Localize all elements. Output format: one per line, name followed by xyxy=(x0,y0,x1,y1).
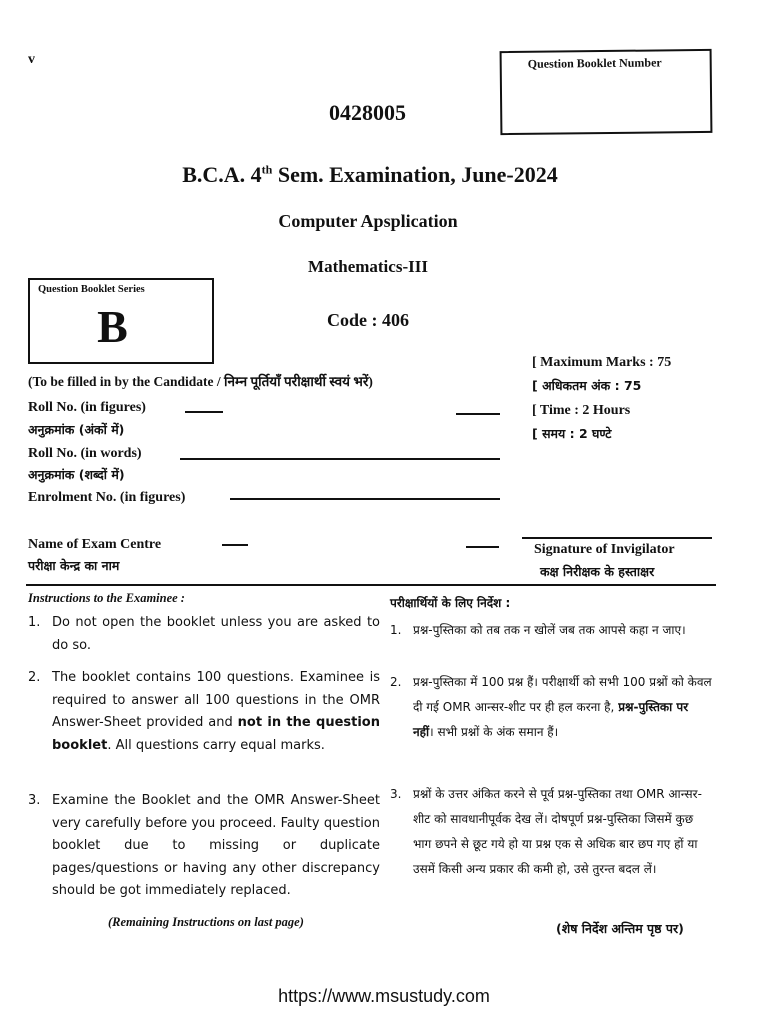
instruction-hi-text-part: । सभी प्रश्नों के अंक समान हैं। xyxy=(429,725,559,739)
instruction-en-text-part: The booklet contains 100 questions. Examinee is required to answer all 100 questions in the OMR Answer-Sheet provided and xyxy=(52,670,380,730)
remaining-instructions-hi: (शेष निर्देश अन्तिम पृष्ठ पर) xyxy=(556,921,684,936)
course-name: Computer Apsplication xyxy=(278,211,458,231)
exam-title-suffix: Sem. Examination, June-2024 xyxy=(272,162,558,187)
time-hi: [ समय : 2 घण्टे xyxy=(532,426,612,441)
subject-name: Mathematics-III xyxy=(308,257,428,276)
exam-title xyxy=(0,162,740,188)
question-booklet-number-label: Question Booklet Number xyxy=(527,55,662,71)
exam-centre-line-1 xyxy=(222,544,248,546)
roll-words-line xyxy=(180,458,500,460)
instructions-en-heading: Instructions to the Examinee : xyxy=(28,591,185,605)
max-marks-hi: [ अधिकतम अंक : 75 xyxy=(532,378,642,393)
question-booklet-series-box xyxy=(28,278,214,364)
question-booklet-series-label: Question Booklet Series xyxy=(38,284,145,295)
remaining-instructions-en: (Remaining Instructions on last page) xyxy=(108,915,304,929)
instruction-hi-text xyxy=(413,670,713,745)
booklet-code: 0428005 xyxy=(329,100,406,125)
enrolment-label-en: Enrolment No. (in figures) xyxy=(28,490,186,505)
invigilator-label-hi: कक्ष निरीक्षक के हस्ताक्षर xyxy=(540,564,655,579)
instruction-en-number: 1. xyxy=(28,615,41,630)
paper-code: Code : 406 xyxy=(327,310,409,330)
roll-figures-label-hi: अनुक्रमांक (अंकों में) xyxy=(28,422,125,437)
enrolment-line xyxy=(230,498,500,500)
instruction-en-text: Do not open the booklet unless you are asked to do so. xyxy=(52,615,380,653)
instruction-en-text xyxy=(52,667,380,757)
instruction-hi-number: 3. xyxy=(390,787,402,801)
instruction-en-text-bold: not in the question booklet xyxy=(52,715,380,753)
exam-centre-line-2 xyxy=(466,546,499,548)
time-en: [ Time : 2 Hours xyxy=(532,403,631,418)
fill-note: (To be filled in by the Candidate / निम्न पूर्तियाँ परीक्षार्थी स्वयं भरें) xyxy=(28,374,373,389)
instruction-hi-text-bold: प्रश्न-पुस्तिका पर नहीं xyxy=(413,700,689,739)
instruction-hi-text-part: प्रश्न-पुस्तिका में 100 प्रश्न हैं। परीक्षार्थी को सभी 100 प्रश्नों को केवल दी गई OMR आन्सर-शीट पर ही हल करना है, xyxy=(413,675,712,714)
exam-centre-label-en: Name of Exam Centre xyxy=(28,537,162,552)
exam-title-prefix: B.C.A. 4 xyxy=(182,162,262,187)
corner-mark: v xyxy=(28,52,35,67)
section-divider xyxy=(26,584,716,586)
question-booklet-series-value: B xyxy=(97,301,128,352)
instruction-en-number: 3. xyxy=(28,793,41,808)
max-marks-en: [ Maximum Marks : 75 xyxy=(532,355,672,370)
exam-title-sup: th xyxy=(261,162,273,177)
instructions-hi-heading: परीक्षार्थियों के लिए निर्देश : xyxy=(390,596,511,610)
roll-words-label-hi: अनुक्रमांक (शब्दों में) xyxy=(28,467,125,482)
roll-figures-line-1 xyxy=(185,411,223,413)
roll-figures-line-2 xyxy=(456,413,500,415)
instruction-hi-number: 2. xyxy=(390,675,402,689)
instruction-hi-number: 1. xyxy=(390,623,402,637)
invigilator-label-en: Signature of Invigilator xyxy=(534,542,675,557)
instruction-en-text-part: . All questions carry equal marks. xyxy=(107,737,325,753)
instruction-hi-text: प्रश्न-पुस्तिका को तब तक न खोलें जब तक आपसे कहा न जाए। xyxy=(413,623,686,637)
footer-url[interactable]: https://www.msustudy.com xyxy=(278,986,490,1006)
invigilator-line xyxy=(522,537,712,539)
instruction-en-number: 2. xyxy=(28,670,41,685)
roll-words-label-en: Roll No. (in words) xyxy=(28,446,142,461)
roll-figures-label-en: Roll No. (in figures) xyxy=(28,400,146,415)
instruction-hi-text: प्रश्नों के उत्तर अंकित करने से पूर्व प्रश्न-पुस्तिका तथा OMR आन्सर-शीट को सावधानीपूर्वक देख लें। दोषपूर्ण प्रश्न-पुस्तिका जिसमें कुछ भाग छपने से छूट गये हो या प्रश्न एक से अधिक बार छप गए हों या उसमें किसी अन्य प्रकार की कमी हो, उसे तुरन्त बदल लें। xyxy=(413,787,702,876)
instruction-en-text: Examine the Booklet and the OMR Answer-Sheet very carefully before you proceed. Faulty question booklet due to missing or duplicate pages/questions or having any other discrepancy should be got immediately replaced. xyxy=(52,793,380,898)
exam-centre-label-hi: परीक्षा केन्द्र का नाम xyxy=(28,558,120,573)
